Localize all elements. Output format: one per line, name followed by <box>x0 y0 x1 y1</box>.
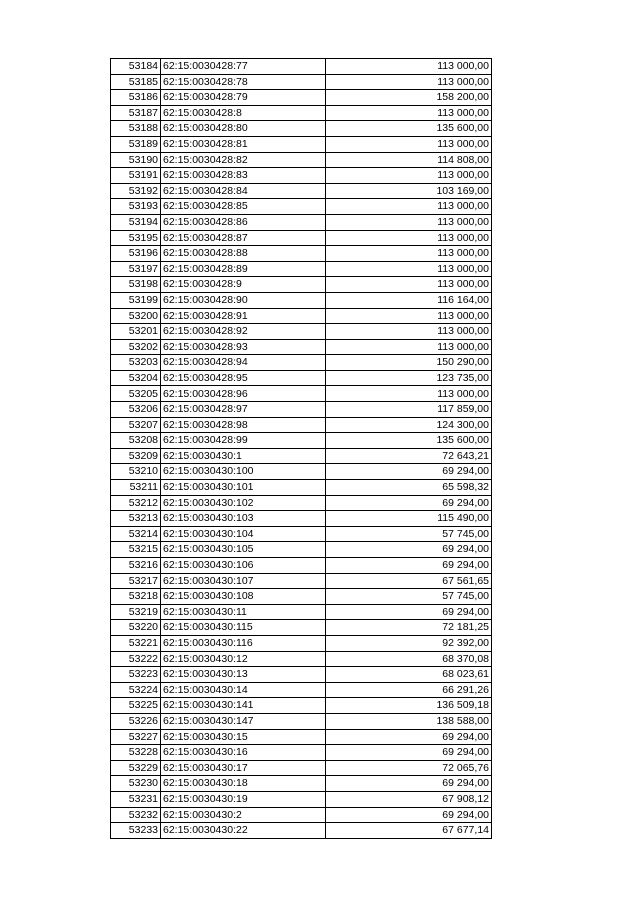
cadastral-value-cell: 113 000,00 <box>326 277 492 293</box>
cadastral-value-cell: 67 908,12 <box>326 791 492 807</box>
row-number-cell: 53212 <box>111 495 161 511</box>
cadastral-value-cell: 116 164,00 <box>326 292 492 308</box>
table-row <box>111 682 492 698</box>
row-number-cell: 53184 <box>111 59 161 75</box>
cadastral-value-cell: 115 490,00 <box>326 511 492 527</box>
cadastral-number-cell: 62:15:0030430:11 <box>161 604 326 620</box>
cadastral-number-cell: 62:15:0030430:147 <box>161 713 326 729</box>
row-number-cell: 53226 <box>111 713 161 729</box>
cadastral-number-cell: 62:15:0030430:22 <box>161 823 326 839</box>
table-row <box>111 230 492 246</box>
cadastral-number-cell: 62:15:0030430:116 <box>161 635 326 651</box>
cadastral-value-cell: 69 294,00 <box>326 495 492 511</box>
row-number-cell: 53221 <box>111 635 161 651</box>
row-number-cell: 53222 <box>111 651 161 667</box>
table-row <box>111 480 492 496</box>
table-row <box>111 635 492 651</box>
cadastral-value-cell: 138 588,00 <box>326 713 492 729</box>
cadastral-value-cell: 113 000,00 <box>326 339 492 355</box>
row-number-cell: 53193 <box>111 199 161 215</box>
cadastral-value-cell: 69 294,00 <box>326 729 492 745</box>
table-row <box>111 760 492 776</box>
cadastral-number-cell: 62:15:0030430:2 <box>161 807 326 823</box>
table-row <box>111 370 492 386</box>
cadastral-number-cell: 62:15:0030428:99 <box>161 433 326 449</box>
cadastral-value-cell: 72 065,76 <box>326 760 492 776</box>
row-number-cell: 53185 <box>111 74 161 90</box>
table-row <box>111 620 492 636</box>
table-row <box>111 59 492 75</box>
cadastral-value-cell: 69 294,00 <box>326 745 492 761</box>
cadastral-value-cell: 69 294,00 <box>326 542 492 558</box>
row-number-cell: 53228 <box>111 745 161 761</box>
cadastral-value-cell: 136 509,18 <box>326 698 492 714</box>
table-row <box>111 386 492 402</box>
cadastral-number-cell: 62:15:0030428:85 <box>161 199 326 215</box>
table-row <box>111 417 492 433</box>
row-number-cell: 53192 <box>111 183 161 199</box>
cadastral-number-cell: 62:15:0030428:92 <box>161 324 326 340</box>
row-number-cell: 53227 <box>111 729 161 745</box>
row-number-cell: 53232 <box>111 807 161 823</box>
cadastral-value-cell: 113 000,00 <box>326 324 492 340</box>
row-number-cell: 53219 <box>111 604 161 620</box>
cadastral-number-cell: 62:15:0030428:96 <box>161 386 326 402</box>
row-number-cell: 53198 <box>111 277 161 293</box>
table-row <box>111 823 492 839</box>
cadastral-number-cell: 62:15:0030430:115 <box>161 620 326 636</box>
row-number-cell: 53217 <box>111 573 161 589</box>
cadastral-number-cell: 62:15:0030428:93 <box>161 339 326 355</box>
row-number-cell: 53186 <box>111 90 161 106</box>
row-number-cell: 53231 <box>111 791 161 807</box>
table-row <box>111 745 492 761</box>
table-row <box>111 433 492 449</box>
cadastral-value-cell: 158 200,00 <box>326 90 492 106</box>
cadastral-number-cell: 62:15:0030428:87 <box>161 230 326 246</box>
table-row <box>111 511 492 527</box>
table-row <box>111 464 492 480</box>
row-number-cell: 53202 <box>111 339 161 355</box>
table-row <box>111 261 492 277</box>
table-row <box>111 589 492 605</box>
table-row <box>111 214 492 230</box>
cadastral-value-cell: 135 600,00 <box>326 121 492 137</box>
cadastral-value-cell: 123 735,00 <box>326 370 492 386</box>
cadastral-value-cell: 65 598,32 <box>326 480 492 496</box>
cadastral-number-cell: 62:15:0030430:103 <box>161 511 326 527</box>
table-row <box>111 355 492 371</box>
row-number-cell: 53218 <box>111 589 161 605</box>
cadastral-number-cell: 62:15:0030430:105 <box>161 542 326 558</box>
row-number-cell: 53215 <box>111 542 161 558</box>
cadastral-value-cell: 67 677,14 <box>326 823 492 839</box>
cadastral-number-cell: 62:15:0030428:79 <box>161 90 326 106</box>
row-number-cell: 53194 <box>111 214 161 230</box>
cadastral-value-cell: 113 000,00 <box>326 199 492 215</box>
row-number-cell: 53230 <box>111 776 161 792</box>
table-row <box>111 324 492 340</box>
table-row <box>111 448 492 464</box>
cadastral-value-cell: 117 859,00 <box>326 402 492 418</box>
table-row <box>111 651 492 667</box>
row-number-cell: 53195 <box>111 230 161 246</box>
table-row <box>111 402 492 418</box>
cadastral-value-cell: 92 392,00 <box>326 635 492 651</box>
cadastral-value-cell: 69 294,00 <box>326 464 492 480</box>
table-row <box>111 246 492 262</box>
cadastral-value-cell: 103 169,00 <box>326 183 492 199</box>
cadastral-number-cell: 62:15:0030430:106 <box>161 558 326 574</box>
cadastral-value-cell: 69 294,00 <box>326 604 492 620</box>
cadastral-number-cell: 62:15:0030428:94 <box>161 355 326 371</box>
cadastral-value-cell: 113 000,00 <box>326 246 492 262</box>
table-row <box>111 292 492 308</box>
table-row <box>111 713 492 729</box>
table-row <box>111 791 492 807</box>
table-row <box>111 807 492 823</box>
cadastral-number-cell: 62:15:0030428:89 <box>161 261 326 277</box>
row-number-cell: 53220 <box>111 620 161 636</box>
cadastral-value-cell: 72 643,21 <box>326 448 492 464</box>
cadastral-number-cell: 62:15:0030430:101 <box>161 480 326 496</box>
row-number-cell: 53200 <box>111 308 161 324</box>
row-number-cell: 53206 <box>111 402 161 418</box>
table-row <box>111 90 492 106</box>
cadastral-value-cell: 68 370,08 <box>326 651 492 667</box>
cadastral-number-cell: 62:15:0030428:84 <box>161 183 326 199</box>
cadastral-value-cell: 67 561,65 <box>326 573 492 589</box>
table-row <box>111 136 492 152</box>
cadastral-number-cell: 62:15:0030430:12 <box>161 651 326 667</box>
row-number-cell: 53197 <box>111 261 161 277</box>
table-row <box>111 542 492 558</box>
table-body <box>111 59 492 839</box>
cadastral-value-cell: 66 291,26 <box>326 682 492 698</box>
table-row <box>111 495 492 511</box>
table-row <box>111 573 492 589</box>
table-row <box>111 776 492 792</box>
cadastral-number-cell: 62:15:0030428:77 <box>161 59 326 75</box>
table-row <box>111 308 492 324</box>
cadastral-value-cell: 69 294,00 <box>326 807 492 823</box>
cadastral-value-cell: 113 000,00 <box>326 386 492 402</box>
cadastral-number-cell: 62:15:0030428:82 <box>161 152 326 168</box>
row-number-cell: 53211 <box>111 480 161 496</box>
row-number-cell: 53199 <box>111 292 161 308</box>
cadastral-number-cell: 62:15:0030428:81 <box>161 136 326 152</box>
cadastral-number-cell: 62:15:0030430:13 <box>161 667 326 683</box>
table-row <box>111 729 492 745</box>
cadastral-value-cell: 113 000,00 <box>326 261 492 277</box>
row-number-cell: 53201 <box>111 324 161 340</box>
cadastral-number-cell: 62:15:0030430:17 <box>161 760 326 776</box>
table-row <box>111 339 492 355</box>
row-number-cell: 53190 <box>111 152 161 168</box>
cadastral-value-cell: 113 000,00 <box>326 308 492 324</box>
table-row <box>111 152 492 168</box>
cadastral-value-cell: 69 294,00 <box>326 558 492 574</box>
row-number-cell: 53216 <box>111 558 161 574</box>
cadastral-value-cell: 68 023,61 <box>326 667 492 683</box>
cadastral-number-cell: 62:15:0030428:9 <box>161 277 326 293</box>
table-row <box>111 105 492 121</box>
row-number-cell: 53224 <box>111 682 161 698</box>
cadastral-value-cell: 150 290,00 <box>326 355 492 371</box>
cadastral-number-cell: 62:15:0030430:19 <box>161 791 326 807</box>
cadastral-number-cell: 62:15:0030428:95 <box>161 370 326 386</box>
table-row <box>111 277 492 293</box>
cadastral-number-cell: 62:15:0030430:15 <box>161 729 326 745</box>
row-number-cell: 53196 <box>111 246 161 262</box>
cadastral-value-cell: 113 000,00 <box>326 230 492 246</box>
cadastral-number-cell: 62:15:0030430:104 <box>161 526 326 542</box>
row-number-cell: 53229 <box>111 760 161 776</box>
cadastral-number-cell: 62:15:0030430:107 <box>161 573 326 589</box>
row-number-cell: 53191 <box>111 168 161 184</box>
table-row <box>111 526 492 542</box>
table-row <box>111 199 492 215</box>
cadastral-number-cell: 62:15:0030430:108 <box>161 589 326 605</box>
cadastral-number-cell: 62:15:0030430:102 <box>161 495 326 511</box>
cadastral-value-table <box>110 58 492 839</box>
cadastral-value-cell: 113 000,00 <box>326 136 492 152</box>
row-number-cell: 53205 <box>111 386 161 402</box>
table-row <box>111 121 492 137</box>
table-row <box>111 168 492 184</box>
cadastral-number-cell: 62:15:0030428:91 <box>161 308 326 324</box>
cadastral-number-cell: 62:15:0030430:14 <box>161 682 326 698</box>
cadastral-number-cell: 62:15:0030430:18 <box>161 776 326 792</box>
row-number-cell: 53187 <box>111 105 161 121</box>
cadastral-number-cell: 62:15:0030428:97 <box>161 402 326 418</box>
row-number-cell: 53208 <box>111 433 161 449</box>
cadastral-number-cell: 62:15:0030430:16 <box>161 745 326 761</box>
cadastral-value-cell: 113 000,00 <box>326 168 492 184</box>
row-number-cell: 53214 <box>111 526 161 542</box>
row-number-cell: 53207 <box>111 417 161 433</box>
cadastral-number-cell: 62:15:0030428:88 <box>161 246 326 262</box>
table-row <box>111 74 492 90</box>
cadastral-value-cell: 135 600,00 <box>326 433 492 449</box>
cadastral-number-cell: 62:15:0030428:98 <box>161 417 326 433</box>
cadastral-value-cell: 57 745,00 <box>326 589 492 605</box>
cadastral-number-cell: 62:15:0030428:8 <box>161 105 326 121</box>
cadastral-number-cell: 62:15:0030430:141 <box>161 698 326 714</box>
cadastral-value-cell: 113 000,00 <box>326 74 492 90</box>
cadastral-value-cell: 69 294,00 <box>326 776 492 792</box>
row-number-cell: 53225 <box>111 698 161 714</box>
cadastral-number-cell: 62:15:0030428:83 <box>161 168 326 184</box>
cadastral-value-cell: 72 181,25 <box>326 620 492 636</box>
row-number-cell: 53233 <box>111 823 161 839</box>
row-number-cell: 53188 <box>111 121 161 137</box>
row-number-cell: 53223 <box>111 667 161 683</box>
cadastral-value-cell: 57 745,00 <box>326 526 492 542</box>
table-row <box>111 698 492 714</box>
table-row <box>111 183 492 199</box>
row-number-cell: 53189 <box>111 136 161 152</box>
cadastral-value-cell: 114 808,00 <box>326 152 492 168</box>
table-row <box>111 558 492 574</box>
row-number-cell: 53210 <box>111 464 161 480</box>
cadastral-value-cell: 113 000,00 <box>326 59 492 75</box>
table-row <box>111 604 492 620</box>
row-number-cell: 53213 <box>111 511 161 527</box>
cadastral-number-cell: 62:15:0030428:86 <box>161 214 326 230</box>
cadastral-number-cell: 62:15:0030428:80 <box>161 121 326 137</box>
cadastral-number-cell: 62:15:0030430:100 <box>161 464 326 480</box>
row-number-cell: 53203 <box>111 355 161 371</box>
table-row <box>111 667 492 683</box>
cadastral-value-cell: 124 300,00 <box>326 417 492 433</box>
cadastral-number-cell: 62:15:0030428:78 <box>161 74 326 90</box>
cadastral-number-cell: 62:15:0030430:1 <box>161 448 326 464</box>
cadastral-value-cell: 113 000,00 <box>326 214 492 230</box>
row-number-cell: 53204 <box>111 370 161 386</box>
cadastral-number-cell: 62:15:0030428:90 <box>161 292 326 308</box>
row-number-cell: 53209 <box>111 448 161 464</box>
cadastral-value-cell: 113 000,00 <box>326 105 492 121</box>
